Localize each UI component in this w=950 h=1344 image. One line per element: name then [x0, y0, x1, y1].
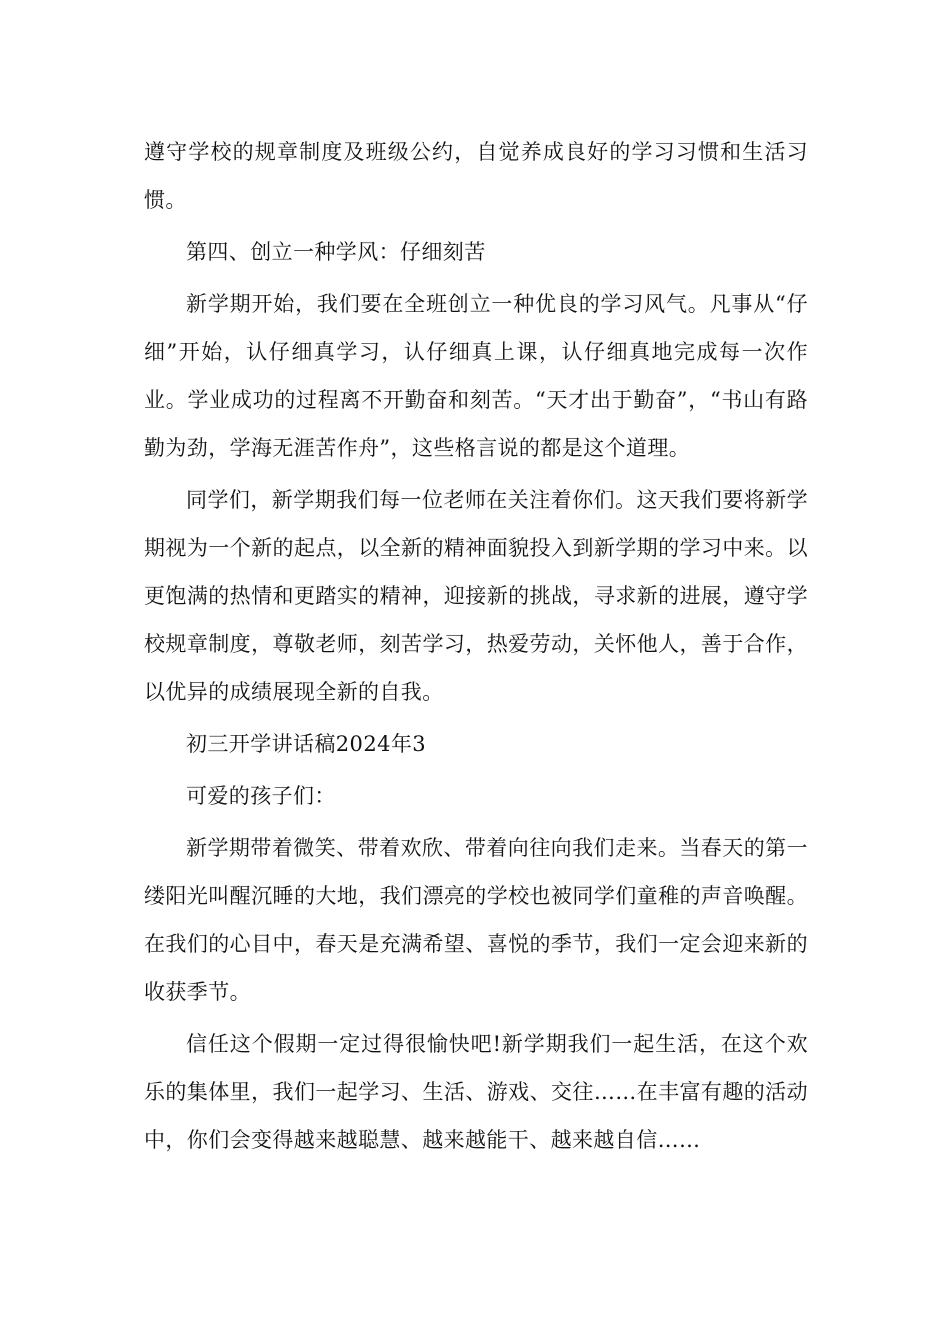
paragraph-4: 新学期带着微笑、带着欢欣、带着向往向我们走来。当春天的第一缕阳光叫醒沉睡的大地，我们漂亮的学校也被同学们童稚的声音唤醒。在我们的心目中，春天是充满希望、喜悦的季节，我们一定会迎来新的收获季节。 — [144, 836, 808, 1004]
paragraph-1: 遵守学校的规章制度及班级公约，自觉养成良好的学习习惯和生活习惯。 — [144, 140, 808, 212]
speech-title: 初三开学讲话稿2024年3 — [186, 732, 427, 756]
paragraph-2: 新学期开始，我们要在全班创立一种优良的学习风气。凡事从“仔细”开始，认仔细真学习，认仔细真上课，认仔细真地完成每一次作业。学业成功的过程离不开勤奋和刻苦。“天才出于勤奋”，“书山有路勤为劲，学海无涯苦作舟”，这些格言说的都是这个道理。 — [144, 292, 808, 460]
section-heading-4: 第四、创立一种学风：仔细刻苦 — [186, 240, 486, 264]
document-body — [144, 128, 808, 1164]
paragraph-3: 同学们，新学期我们每一位老师在关注着你们。这天我们要将新学期视为一个新的起点，以全新的精神面貌投入到新学期的学习中来。以更饱满的热情和更踏实的精神，迎接新的挑战，寻求新的进展，遵守学校规章制度，尊敬老师，刻苦学习，热爱劳动，关怀他人，善于合作，以优异的成绩展现全新的自我。 — [144, 488, 808, 704]
salutation: 可爱的孩子们： — [186, 784, 336, 808]
paragraph-5: 信任这个假期一定过得很愉快吧!新学期我们一起生活，在这个欢乐的集体里，我们一起学习、生活、游戏、交往……在丰富有趣的活动中，你们会变得越来越聪慧、越来越能干、越来越自信…… — [144, 1032, 808, 1152]
